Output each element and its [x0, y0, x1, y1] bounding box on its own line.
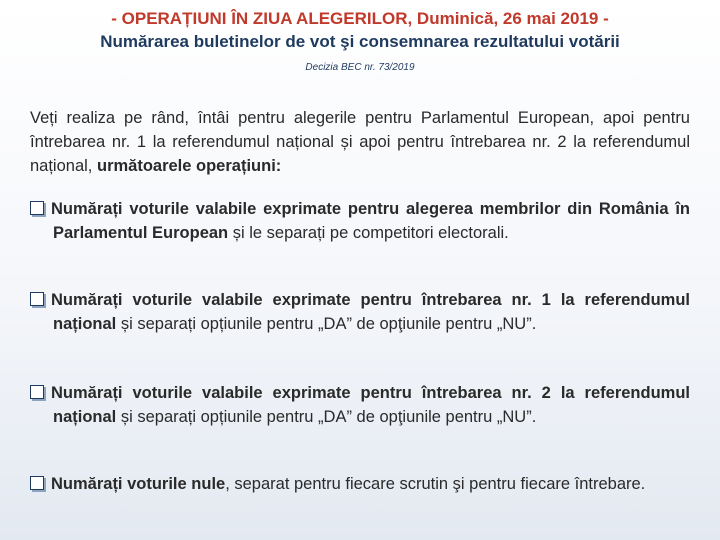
list-item: [30, 197, 690, 245]
decision-reference: Decizia BEC nr. 73/2019: [305, 62, 415, 73]
checkbox-bullet-icon: [30, 385, 44, 399]
slide-title: - OPERAȚIUNI ÎN ZIUA ALEGERILOR, Duminică, 26 mai 2019 -: [111, 9, 609, 28]
item-bold-text: Numărați voturile valabile exprimate pentru întrebarea nr. 1 la referendumul național: [51, 291, 690, 333]
list-item: [30, 288, 690, 336]
item-rest-text: , separat pentru fiecare scrutin şi pentru fiecare întrebare.: [225, 475, 646, 493]
item-bold-text: Numărați voturile valabile exprimate pentru alegerea membrilor din România în Parlamentul European: [51, 200, 690, 242]
slide-header: [0, 8, 720, 74]
item-bold-text: Numărați voturile valabile exprimate pentru întrebarea nr. 2 la referendumul național: [51, 384, 690, 426]
intro-text: Veți realiza pe rând, întâi pentru alegerile pentru Parlamentul European, apoi pentru întrebarea nr. 1 la referendumul național și apoi pentru întrebarea nr. 2 la referendumul național,: [30, 109, 690, 175]
item-bold-text: Numărați voturile nule: [51, 475, 226, 493]
list-item: [30, 381, 690, 429]
checkbox-bullet-icon: [30, 476, 44, 490]
intro-bold-text: următoarele operațiuni:: [96, 157, 282, 175]
checkbox-bullet-icon: [30, 292, 44, 306]
item-rest-text: și separați opțiunile pentru „DA” de opţiunile pentru „NU”.: [116, 315, 537, 333]
checkbox-bullet-icon: [30, 201, 44, 215]
item-rest-text: și le separați pe competitori electorali.: [228, 224, 509, 242]
list-item: [30, 472, 690, 496]
slide-subtitle: Numărarea buletinelor de vot şi consemnarea rezultatului votării: [100, 32, 620, 51]
item-rest-text: și separați opțiunile pentru „DA” de opţiunile pentru „NU”.: [116, 408, 537, 426]
intro-paragraph: [30, 106, 690, 178]
